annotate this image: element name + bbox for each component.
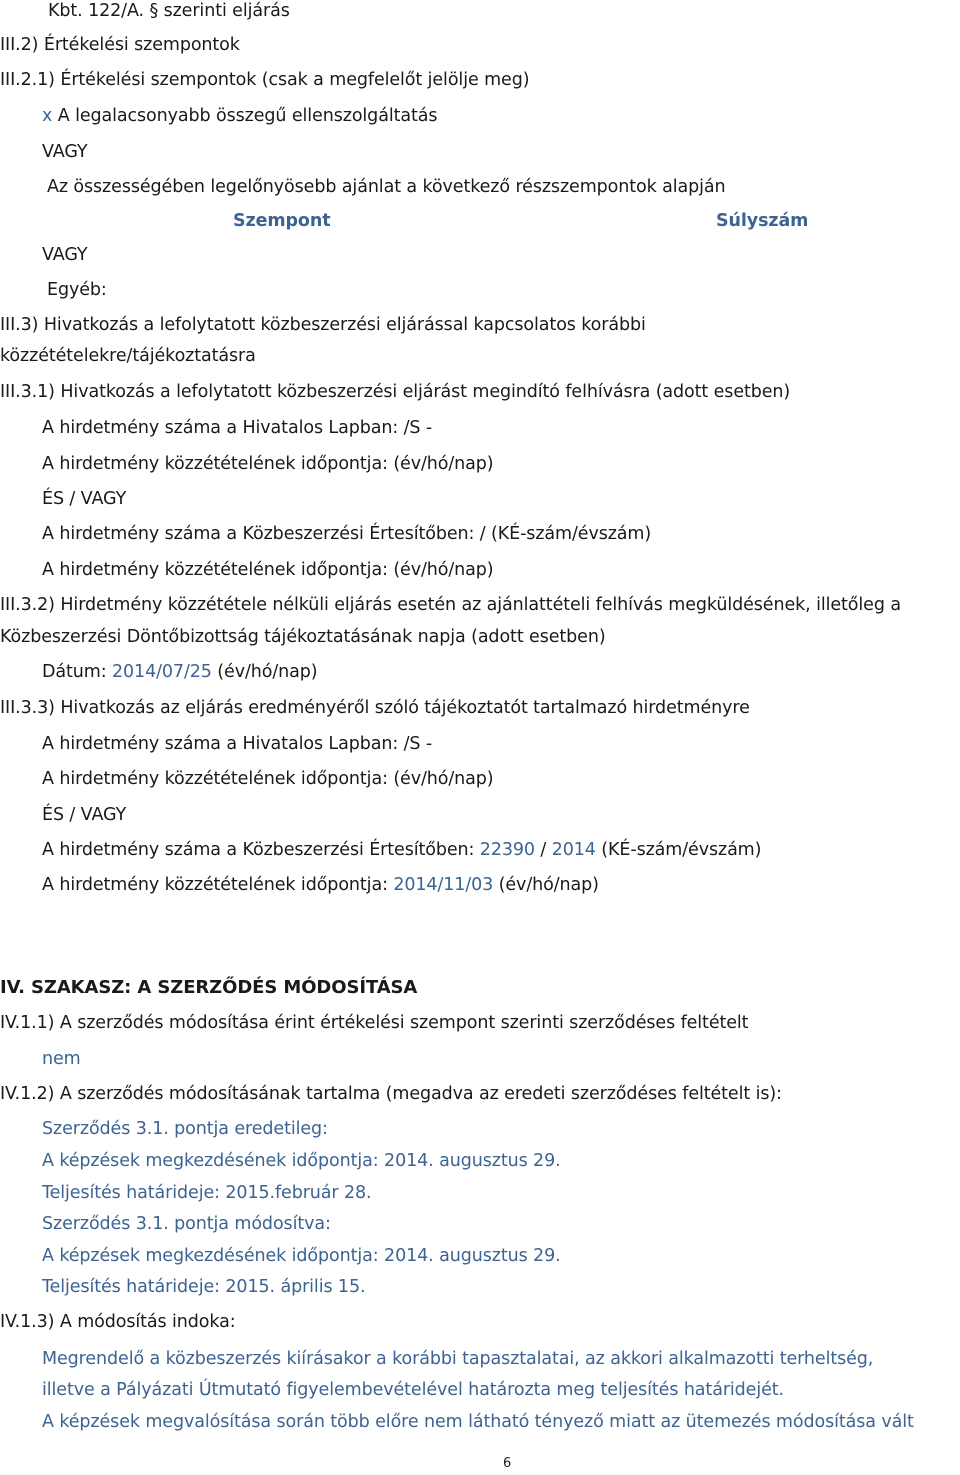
option-other: Egyéb:	[47, 280, 107, 300]
option-label: A legalacsonyabb összegű ellenszolgáltatás	[52, 106, 438, 126]
date-value: 2014/07/25	[111, 662, 212, 682]
date-format: (év/hó/nap)	[211, 662, 318, 682]
or-separator: VAGY	[42, 142, 88, 162]
notice-date-line	[42, 874, 599, 896]
notice-format: (KÉ-szám/évszám)	[595, 840, 762, 860]
subsection-heading: IV.1.3) A módosítás indoka:	[0, 1312, 236, 1332]
date-line	[42, 661, 318, 683]
date-label: Dátum:	[42, 662, 112, 682]
contract-text-line: Teljesítés határideje: 2015. április 15.	[42, 1277, 366, 1297]
weight-column-label: Súlyszám	[716, 211, 809, 231]
contract-text-line: Teljesítés határideje: 2015.február 28.	[42, 1183, 372, 1203]
option-lowest-price	[42, 105, 437, 127]
subsection-heading: III.2.1) Értékelési szempontok (csak a megfelelőt jelölje meg)	[0, 70, 530, 90]
answer-value: nem	[42, 1049, 81, 1069]
notice-number-line	[42, 839, 761, 861]
option-best-value: Az összességében legelőnyösebb ajánlat a következő részszempontok alapján	[47, 177, 726, 197]
notice-date-line: A hirdetmény közzétételének időpontja: (év/hó/nap)	[42, 454, 494, 474]
subsection-heading-cont: Közbeszerzési Döntőbizottság tájékoztatásának napja (adott esetben)	[0, 627, 606, 647]
section-heading: III.3) Hivatkozás a lefolytatott közbeszerzési eljárással kapcsolatos korábbi	[0, 315, 646, 335]
subsection-heading: III.3.1) Hivatkozás a lefolytatott közbeszerzési eljárást megindító felhívásra (adott esetben)	[0, 382, 791, 402]
reason-text-line: illetve a Pályázati Útmutató figyelembevételével határozta meg teljesítés határidejét.	[42, 1380, 785, 1400]
notice-slash: /	[534, 840, 552, 860]
subsection-heading: III.3.3) Hivatkozás az eljárás eredményéről szóló tájékoztatót tartalmazó hirdetményre	[0, 698, 750, 718]
page-number: 6	[503, 1456, 512, 1471]
notice-number-line: A hirdetmény száma a Közbeszerzési Értesítőben: / (KÉ-szám/évszám)	[42, 524, 652, 544]
section-heading: III.2) Értékelési szempontok	[0, 35, 240, 55]
contract-text-line: Szerződés 3.1. pontja eredetileg:	[42, 1119, 328, 1139]
reason-text-line: A képzések megvalósítása során több előre nem látható tényező miatt az ütemezés módosítása vált	[42, 1412, 914, 1432]
notice-number-line: A hirdetmény száma a Hivatalos Lapban: /S -	[42, 734, 433, 754]
part-heading: IV. SZAKASZ: A SZERZŐDÉS MÓDOSÍTÁSA	[0, 977, 418, 998]
notice-number-line: A hirdetmény száma a Hivatalos Lapban: /S -	[42, 418, 433, 438]
notice-number-value: 22390	[479, 840, 535, 860]
and-or-separator: ÉS / VAGY	[42, 489, 127, 509]
header-procedure-line: Kbt. 122/A. § szerinti eljárás	[48, 1, 290, 21]
checked-mark: x	[42, 106, 53, 126]
notice-date-line: A hirdetmény közzétételének időpontja: (év/hó/nap)	[42, 560, 494, 580]
contract-text-line: A képzések megkezdésének időpontja: 2014. augusztus 29.	[42, 1246, 561, 1266]
notice-date-value: 2014/11/03	[393, 875, 494, 895]
reason-text-line: Megrendelő a közbeszerzés kiírásakor a korábbi tapasztalatai, az akkori alkalmazotti terheltség,	[42, 1349, 874, 1369]
subsection-heading: IV.1.1) A szerződés módosítása érint értékelési szempont szerinti szerződéses feltételt	[0, 1013, 749, 1033]
notice-year-value: 2014	[551, 840, 596, 860]
subsection-heading: III.3.2) Hirdetmény közzététele nélküli eljárás esetén az ajánlattételi felhívás megküldésének, illetőleg a	[0, 595, 901, 615]
criteria-column-label: Szempont	[233, 211, 331, 231]
subsection-heading: IV.1.2) A szerződés módosításának tartalma (megadva az eredeti szerződéses feltételt is):	[0, 1084, 782, 1104]
contract-text-line: Szerződés 3.1. pontja módosítva:	[42, 1214, 331, 1234]
contract-text-line: A képzések megkezdésének időpontja: 2014. augusztus 29.	[42, 1151, 561, 1171]
notice-date-line: A hirdetmény közzétételének időpontja: (év/hó/nap)	[42, 769, 494, 789]
and-or-separator: ÉS / VAGY	[42, 805, 127, 825]
notice-date-format: (év/hó/nap)	[493, 875, 599, 895]
section-heading-cont: közzétételekre/tájékoztatásra	[0, 346, 256, 366]
notice-date-label: A hirdetmény közzétételének időpontja:	[42, 875, 394, 895]
or-separator: VAGY	[42, 245, 88, 265]
notice-number-label: A hirdetmény száma a Közbeszerzési Értesítőben:	[42, 840, 480, 860]
